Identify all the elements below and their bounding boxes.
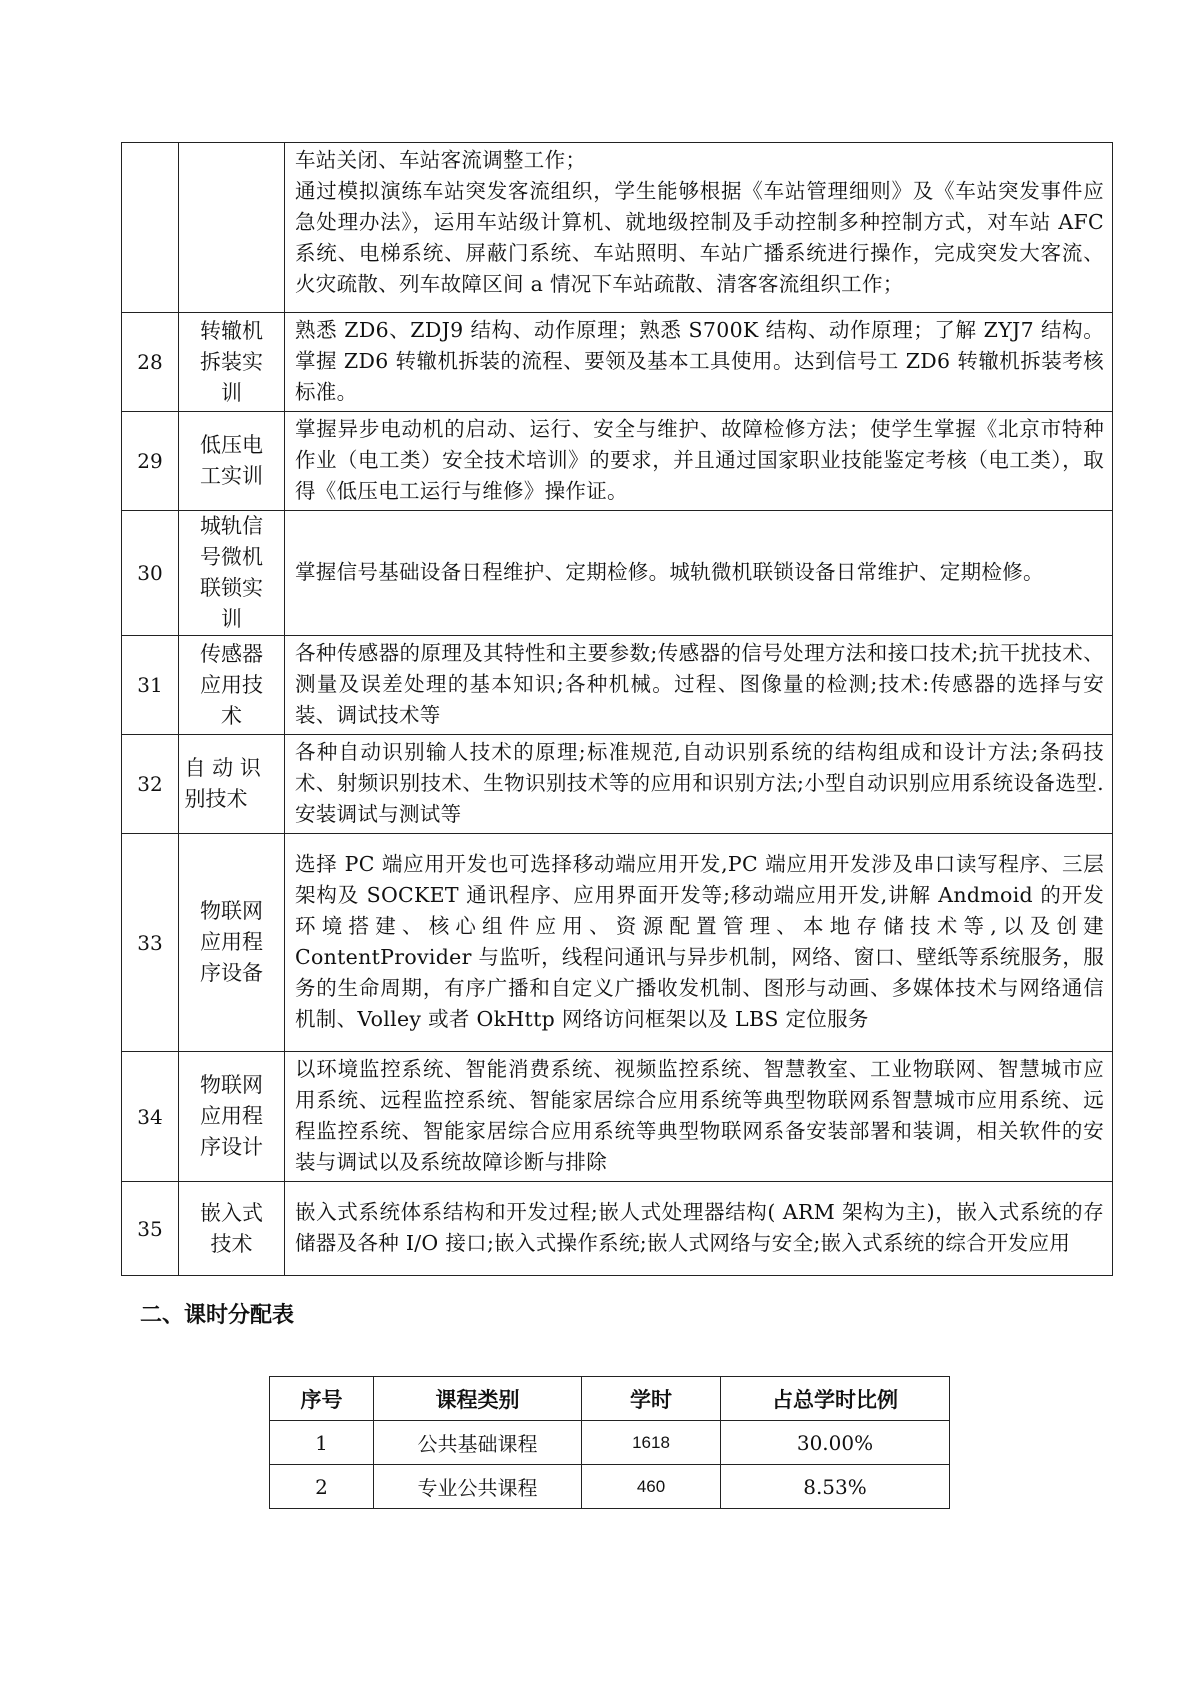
table-row: [122, 1182, 1113, 1276]
table-row: [270, 1465, 950, 1509]
course-description: 以环境监控系统、智能消费系统、视频监控系统、智慧教室、工业物联网、智慧城市应用系统、远程监控系统、智能家居综合应用系统等典型物联网系智慧城市应用系统、远程监控系统、智能家居综合应用系统等典型物联网系备安装部署和装调，相关软件的安装与调试以及系统故障诊断与排除: [285, 1052, 1113, 1182]
course-table-body: [122, 143, 1113, 1276]
course-name-text: 物联网应用程序设计: [200, 1073, 263, 1159]
row-number: 31: [122, 636, 179, 735]
header-hours: 学时: [582, 1377, 721, 1421]
row-number: 35: [122, 1182, 179, 1276]
course-name-text: 物联网应用程序设备: [200, 899, 263, 985]
table-row: [122, 412, 1113, 511]
course-name-text: 传感器应用技术: [200, 641, 263, 728]
table-row: [122, 1052, 1113, 1182]
cell-ratio: 30.00%: [721, 1421, 950, 1465]
table-row: [122, 636, 1113, 735]
course-description-table: [121, 142, 1113, 1276]
row-number: 30: [122, 511, 179, 636]
course-description: 各种自动识别输人技术的原理;标准规范,自动识别系统的结构组成和设计方法;条码技术、射频识别技术、生物识别技术等的应用和识别方法;小型自动识别应用系统设备选型.安装调试与测试等: [285, 735, 1113, 834]
cell-ratio: 8.53%: [721, 1465, 950, 1509]
table-row: [122, 834, 1113, 1052]
hours-allocation-table: [269, 1376, 950, 1509]
row-number: 28: [122, 313, 179, 412]
course-name: [179, 636, 285, 735]
course-name: [179, 143, 285, 313]
course-name-text: 嵌入式技术: [200, 1200, 263, 1256]
cell-index: 2: [270, 1465, 374, 1509]
row-number: 33: [122, 834, 179, 1052]
course-name-text: 低压电工实训: [200, 433, 263, 488]
table-header-row: [270, 1377, 950, 1421]
course-description: 掌握信号基础设备日程维护、定期检修。城轨微机联锁设备日常维护、定期检修。: [285, 511, 1113, 636]
header-ratio: 占总学时比例: [721, 1377, 950, 1421]
course-description: [285, 143, 1113, 313]
course-description: 掌握异步电动机的启动、运行、安全与维护、故障检修方法；使学生掌握《北京市特种作业（电工类）安全技术培训》的要求，并且通过国家职业技能鉴定考核（电工类），取得《低压电工运行与维修》操作证。: [285, 412, 1113, 511]
row-number: 29: [122, 412, 179, 511]
row-number: 32: [122, 735, 179, 834]
table-row: [122, 313, 1113, 412]
table-row: [122, 511, 1113, 636]
description-line-2: 通过模拟演练车站突发客流组织，学生能够根据《车站管理细则》及《车站突发事件应急处理办法》，运用车站级计算机、就地级控制及手动控制多种控制方式，对车站 AFC 系统、电梯系统、屏蔽门系统、车站照明、车站广播系统进行操作，完成突发大客流、火灾疏散、列车故障区间 a 情况下车站疏散、清客客流组织工作；: [295, 179, 1104, 296]
description-line-1: 车站关闭、车站客流调整工作；: [295, 148, 587, 172]
table-row: [270, 1421, 950, 1465]
cell-category: 公共基础课程: [374, 1421, 582, 1465]
course-name: [179, 313, 285, 412]
course-name-text: 自 动 识别技术: [184, 756, 261, 811]
course-name-text: 城轨信号微机联锁实训: [200, 514, 263, 631]
course-name: [179, 1182, 285, 1276]
course-name: [179, 1052, 285, 1182]
course-description: 选择 PC 端应用开发也可选择移动端应用开发,PC 端应用开发涉及串口读写程序、三层架构及 SOCKET 通讯程序、应用界面开发等;移动端应用开发,讲解 Andmoid 的开发环境搭建、核心组件应用、资源配置管理、本地存储技术等,以及创建 ContentProvider 与监听，线程问通讯与异步机制，网络、窗口、壁纸等系统服务，服务的生命周期，有序广播和自定义广播收发机制、图形与动画、多媒体技术与网络通信机制、Volley 或者 OkHttp 网络访问框架以及 LBS 定位服务: [285, 834, 1113, 1052]
course-description: 熟悉 ZD6、ZDJ9 结构、动作原理；熟悉 S700K 结构、动作原理；了解 ZYJ7 结构。掌握 ZD6 转辙机拆装的流程、要领及基本工具使用。达到信号工 ZD6 转辙机拆装考核标准。: [285, 313, 1113, 412]
course-name: [179, 511, 285, 636]
header-index: 序号: [270, 1377, 374, 1421]
table-row: [122, 735, 1113, 834]
table-row: [122, 143, 1113, 313]
course-name: [179, 412, 285, 511]
row-number: [122, 143, 179, 313]
course-name: [179, 735, 285, 834]
cell-index: 1: [270, 1421, 374, 1465]
cell-hours: 1618: [582, 1421, 721, 1465]
cell-hours: 460: [582, 1465, 721, 1509]
course-description: 嵌入式系统体系结构和开发过程;嵌人式处理器结构( ARM 架构为主)，嵌入式系统的存储器及各种 I/O 接口;嵌入式操作系统;嵌人式网络与安全;嵌入式系统的综合开发应用: [285, 1182, 1113, 1276]
course-description: 各种传感器的原理及其特性和主要参数;传感器的信号处理方法和接口技术;抗干扰技术、测量及误差处理的基本知识;各种机械。过程、图像量的检测;技术:传感器的选择与安装、调试技术等: [285, 636, 1113, 735]
course-name-text: 转辙机拆装实训: [200, 318, 263, 405]
section-heading: 二、课时分配表: [140, 1303, 295, 1328]
row-number: 34: [122, 1052, 179, 1182]
header-category: 课程类别: [374, 1377, 582, 1421]
cell-category: 专业公共课程: [374, 1465, 582, 1509]
course-name: [179, 834, 285, 1052]
